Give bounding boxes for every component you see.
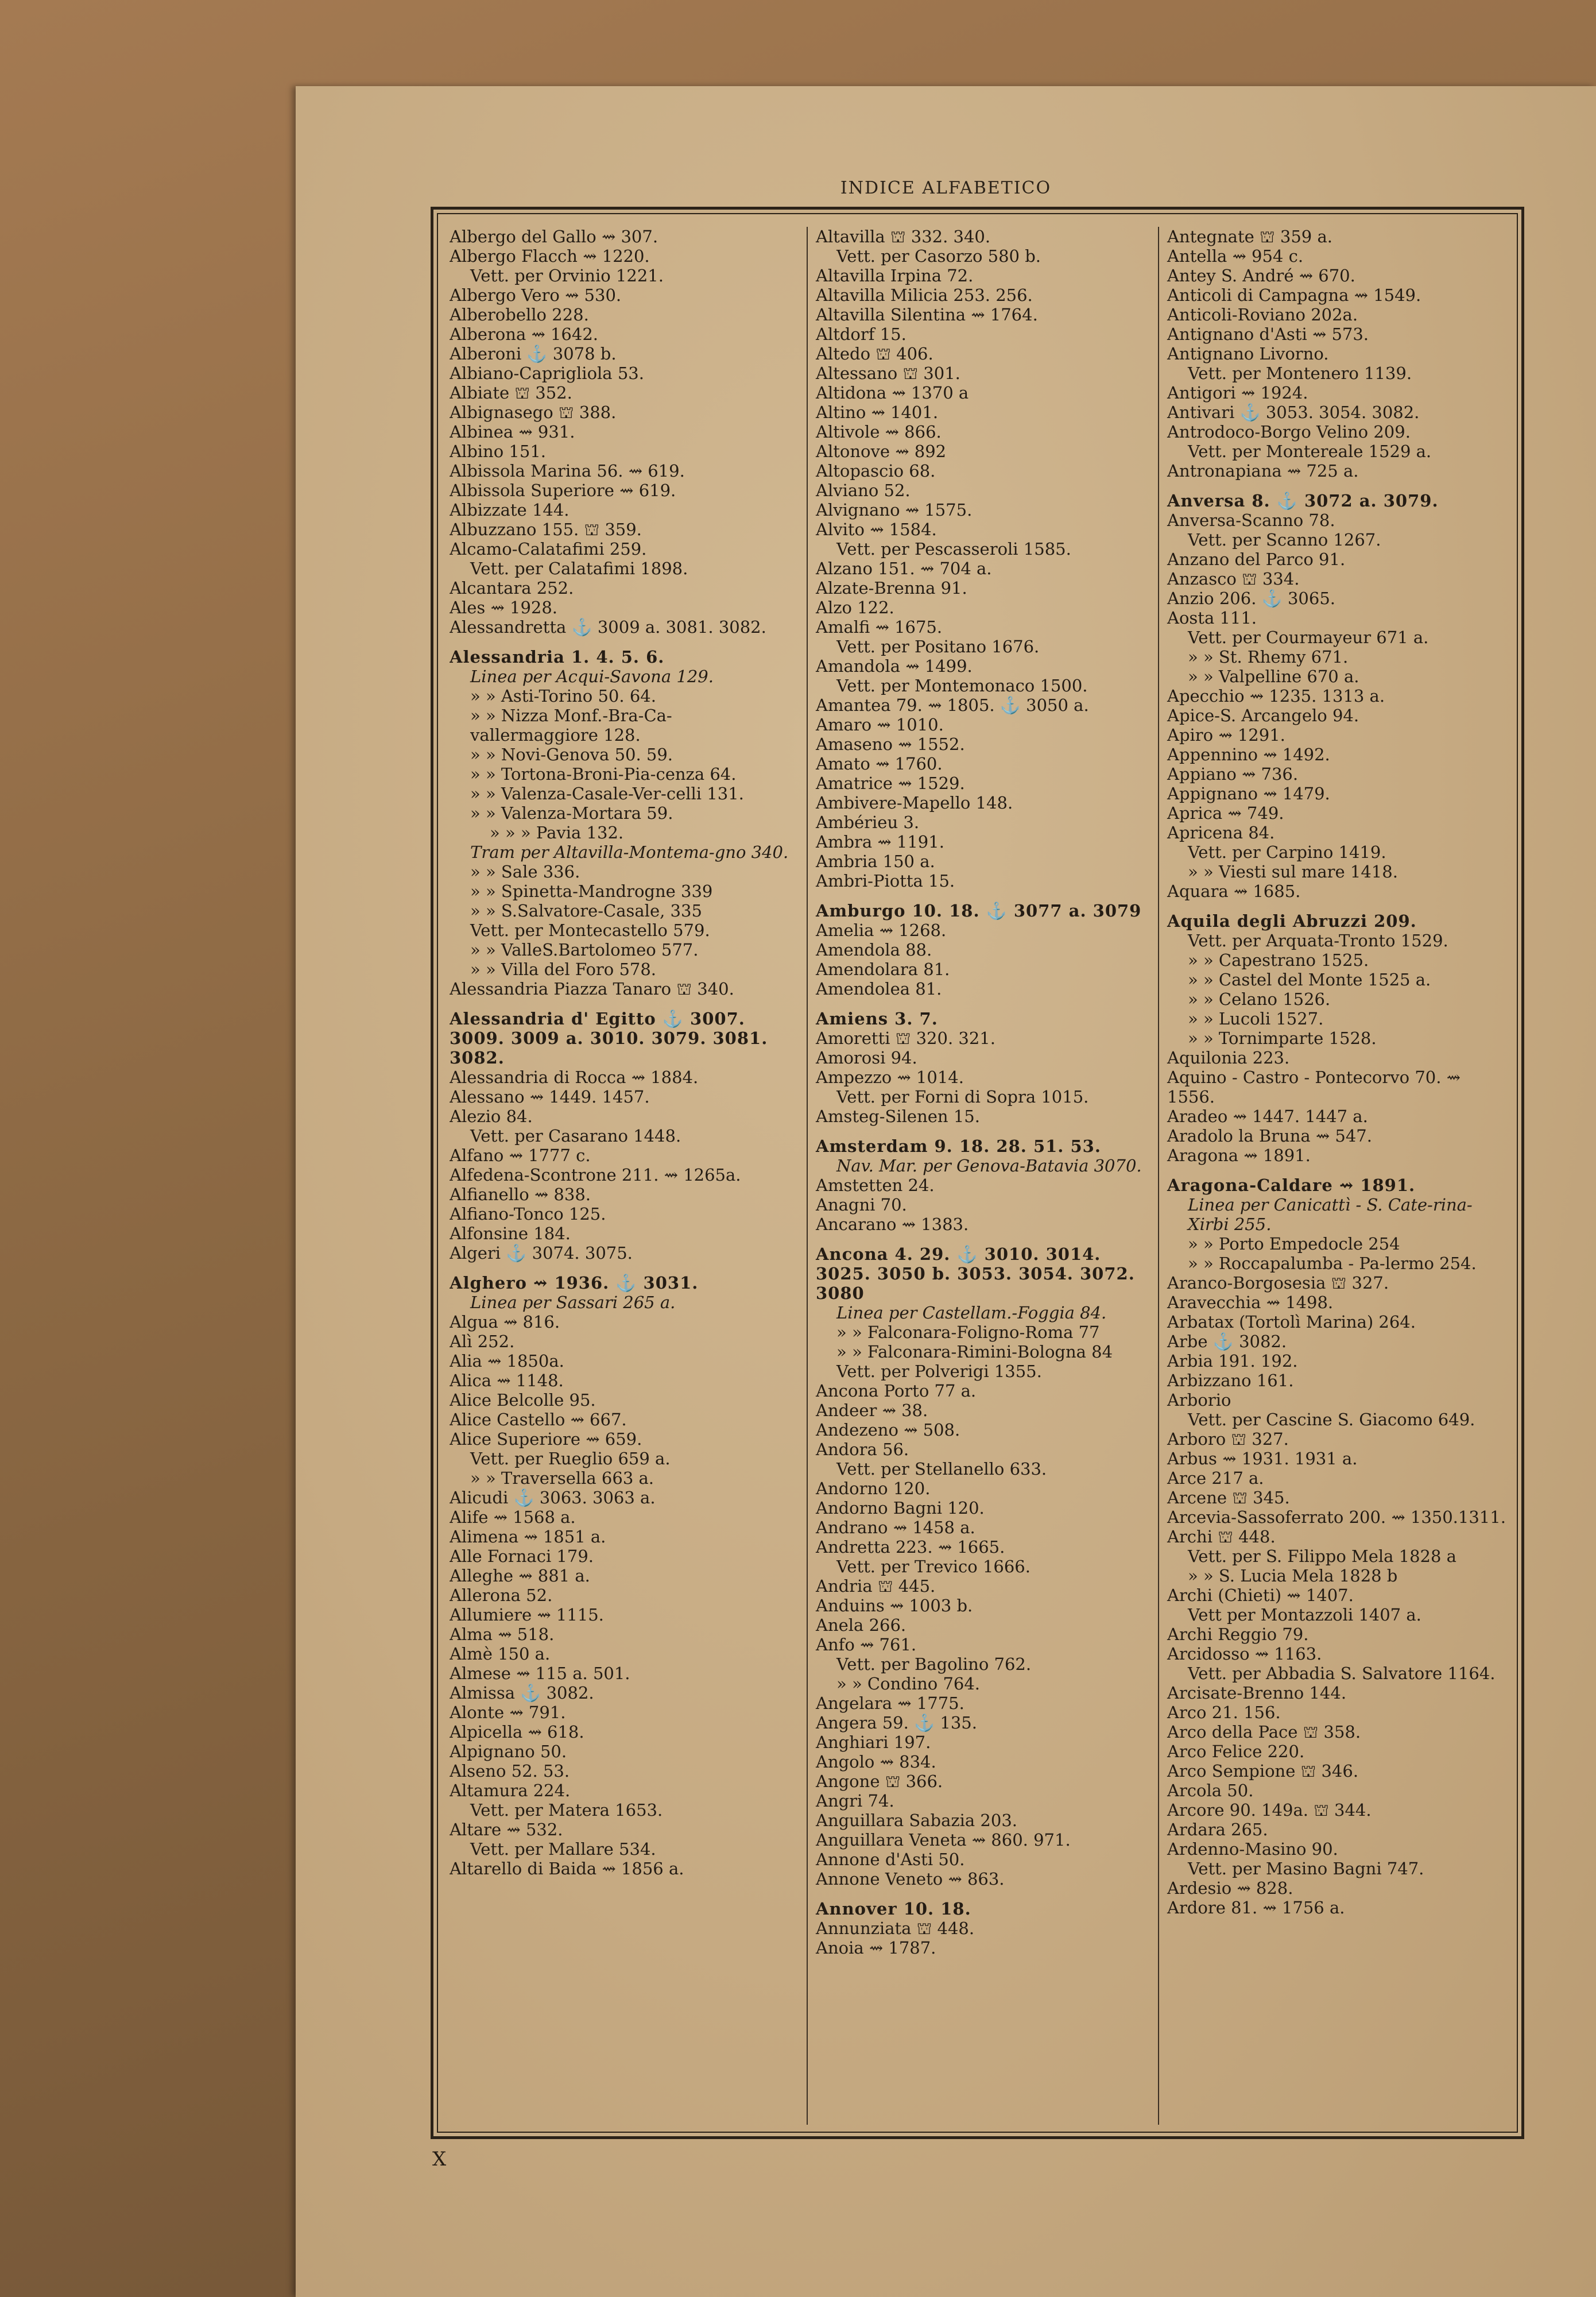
index-entry: Angera 59. ⚓ 135.	[816, 1713, 977, 1733]
index-entry: Alpicella ⇝ 618.	[450, 1722, 584, 1742]
index-entry	[450, 1263, 794, 1273]
index-entry: Arco 21. 156.	[1167, 1703, 1281, 1722]
index-entry: Aprica ⇝ 749.	[1167, 803, 1284, 823]
index-entry: Alonte ⇝ 791.	[450, 1703, 566, 1722]
index-entry: Anzasco ⛫ 334.	[1167, 569, 1300, 589]
index-entry: Ambri-Piotta 15.	[816, 871, 955, 891]
index-entry: Ambria 150 a.	[816, 852, 935, 871]
index-entry: Alberobello 228.	[450, 305, 589, 324]
index-entry: Alzano 151. ⇝ 704 a.	[816, 559, 992, 578]
index-entry: Vett. per Carpino 1419.	[1188, 842, 1386, 862]
index-entry: Aquino - Castro - Pontecorvo 70. ⇝ 1556.	[1167, 1068, 1461, 1107]
index-entry: Alessandria Piazza Tanaro ⛫ 340.	[450, 979, 734, 999]
index-entry: Alle Fornaci 179.	[450, 1546, 594, 1566]
index-entry: Andeer ⇝ 38.	[816, 1401, 928, 1420]
index-entry: Anduins ⇝ 1003 b.	[816, 1596, 973, 1615]
index-entry: Ardore 81. ⇝ 1756 a.	[1167, 1898, 1345, 1917]
index-entry: » » » Pavia 132.	[490, 823, 624, 842]
index-entry: Amandola ⇝ 1499.	[816, 656, 973, 676]
index-entry: » » Asti-Torino 50. 64.	[470, 686, 656, 706]
index-entry: Alberona ⇝ 1642.	[450, 324, 598, 344]
index-entry: » » Roccapalumba - Pa-lermo 254.	[1188, 1254, 1477, 1273]
index-entry: Annunziata ⛫ 448.	[816, 1919, 975, 1938]
index-entry: » » St. Rhemy 671.	[1188, 647, 1349, 667]
index-entry: Amaro ⇝ 1010.	[816, 715, 944, 734]
index-entry: Appennino ⇝ 1492.	[1167, 745, 1330, 764]
index-entry: Anguillara Sabazia 203.	[816, 1811, 1017, 1830]
index-entry	[816, 891, 1152, 901]
index-entry: Vett. per Casorzo 580 b.	[836, 246, 1041, 266]
index-entry: Arborio	[1167, 1390, 1231, 1410]
index-entry: Alice Superiore ⇝ 659.	[450, 1429, 642, 1449]
index-entry: Antronapiana ⇝ 725 a.	[1167, 461, 1359, 481]
index-entry: Alessandria di Rocca ⇝ 1884.	[450, 1068, 699, 1087]
index-entry: Amiens 3. 7.	[816, 1009, 938, 1028]
index-entry	[1167, 901, 1512, 911]
index-entry: Almissa ⚓ 3082.	[450, 1683, 594, 1703]
index-entry: Alviano 52.	[816, 481, 911, 500]
index-column-1	[450, 227, 794, 2125]
index-entry: Ancona Porto 77 a.	[816, 1381, 977, 1401]
index-entry: Albiano-Caprigliola 53.	[450, 364, 644, 383]
index-entry: Arboro ⛫ 327.	[1167, 1429, 1289, 1449]
index-entry: Arbe ⚓ 3082.	[1167, 1332, 1287, 1351]
index-entry: Appiano ⇝ 736.	[1167, 764, 1299, 784]
index-entry: » » Traversella 663 a.	[470, 1468, 654, 1488]
index-entry: Altavilla Irpina 72.	[816, 266, 974, 285]
index-entry: Albignasego ⛫ 388.	[450, 403, 617, 422]
index-entry: Antegnate ⛫ 359 a.	[1167, 227, 1332, 246]
index-entry: Vett. per Arquata-Tronto 1529.	[1188, 931, 1448, 950]
index-entry: Alife ⇝ 1568 a.	[450, 1507, 576, 1527]
index-entry: Apiro ⇝ 1291.	[1167, 725, 1285, 745]
index-entry: Ampezzo ⇝ 1014.	[816, 1068, 964, 1087]
index-entry: Vett. per Stellanello 633.	[836, 1459, 1047, 1479]
index-entry: Alice Belcolle 95.	[450, 1390, 596, 1410]
index-entry: Amorosi 94.	[816, 1048, 917, 1068]
index-entry: Andezeno ⇝ 508.	[816, 1420, 960, 1440]
index-entry: » » Valenza-Mortara 59.	[470, 803, 673, 823]
index-entry: Algeri ⚓ 3074. 3075.	[450, 1243, 633, 1263]
index-entry: Ardenno-Masino 90.	[1167, 1839, 1338, 1859]
index-entry: Vett. per Pescasseroli 1585.	[836, 539, 1071, 559]
index-entry: Arcore 90. 149a. ⛫ 344.	[1167, 1800, 1372, 1820]
index-entry: Ardara 265.	[1167, 1820, 1268, 1839]
index-entry: » » Capestrano 1525.	[1188, 950, 1369, 970]
index-entry: Annone d'Asti 50.	[816, 1850, 965, 1869]
index-entry: » » S.Salvatore-Casale, 335	[470, 901, 702, 921]
index-entry: Alessandria 1. 4. 5. 6.	[450, 647, 665, 667]
index-entry: Arbus ⇝ 1931. 1931 a.	[1167, 1449, 1358, 1468]
index-entry	[816, 999, 1152, 1009]
index-entry: » » Tortona-Broni-Pia-cenza 64.	[470, 764, 737, 784]
index-entry: » » Porto Empedocle 254	[1188, 1234, 1400, 1254]
index-entry: » » Celano 1526.	[1188, 989, 1331, 1009]
index-entry: Alvito ⇝ 1584.	[816, 520, 937, 539]
index-entry: Aragona ⇝ 1891.	[1167, 1146, 1311, 1165]
index-entry: Allerona 52.	[450, 1586, 553, 1605]
index-entry: Ambra ⇝ 1191.	[816, 832, 944, 852]
index-entry: Aravecchia ⇝ 1498.	[1167, 1293, 1334, 1312]
index-entry: Amstetten 24.	[816, 1175, 935, 1195]
index-entry: Altidona ⇝ 1370 a	[816, 383, 969, 403]
index-entry: Vett. per Matera 1653.	[470, 1800, 663, 1820]
index-entry: Anagni 70.	[816, 1195, 907, 1215]
index-entry: Altdorf 15.	[816, 324, 907, 344]
index-entry: Andria ⛫ 445.	[816, 1576, 936, 1596]
index-entry: Ambérieu 3.	[816, 813, 920, 832]
index-entry: Arco Felice 220.	[1167, 1742, 1305, 1761]
index-entry: Vett. per Montemonaco 1500.	[836, 676, 1088, 695]
index-entry: » » Tornimparte 1528.	[1188, 1028, 1377, 1048]
index-entry: » » Valenza-Casale-Ver-celli 131.	[470, 784, 744, 803]
index-entry: Albiate ⛫ 352.	[450, 383, 572, 403]
index-entry: Alberoni ⚓ 3078 b.	[450, 344, 617, 364]
index-entry: Vett. per Trevico 1666.	[836, 1557, 1031, 1576]
index-entry: Anzio 206. ⚓ 3065.	[1167, 589, 1335, 608]
index-entry: Linea per Sassari 265 a.	[470, 1293, 676, 1312]
index-entry: Anversa 8. ⚓ 3072 a. 3079.	[1167, 491, 1439, 511]
index-entry: Annover 10. 18.	[816, 1899, 971, 1919]
index-entry: Alessano ⇝ 1449. 1457.	[450, 1087, 650, 1107]
index-entry: Vett. per Polverigi 1355.	[836, 1362, 1042, 1381]
index-entry: Vett. per Montereale 1529 a.	[1188, 442, 1432, 461]
index-entry: Aquila degli Abruzzi 209.	[1167, 911, 1417, 931]
index-entry: Amendola 88.	[816, 940, 932, 960]
running-head: INDICE ALFABETICO	[840, 178, 1052, 198]
index-entry: Amelia ⇝ 1268.	[816, 921, 947, 940]
index-entry: Altavilla Milicia 253. 256.	[816, 285, 1033, 305]
index-entry: Antrodoco-Borgo Velino 209.	[1167, 422, 1411, 442]
index-entry: Ancona 4. 29. ⚓ 3010. 3014. 3025. 3050 b. 3053. 3054. 3072. 3080	[816, 1244, 1135, 1303]
index-entry: » » Viesti sul mare 1418.	[1188, 862, 1398, 881]
index-entry: Algua ⇝ 816.	[450, 1312, 560, 1332]
index-entry: Andorno Bagni 120.	[816, 1498, 985, 1518]
index-entry: Alfianello ⇝ 838.	[450, 1185, 591, 1204]
index-entry: » » Villa del Foro 578.	[470, 960, 657, 979]
index-entry: Vett. per Forni di Sopra 1015.	[836, 1087, 1089, 1107]
index-entry: Vett. per S. Filippo Mela 1828 a	[1188, 1546, 1456, 1566]
index-entry: Almè 150 a.	[450, 1644, 551, 1664]
index-entry: » » Valpelline 670 a.	[1188, 667, 1359, 686]
index-entry: Altonove ⇝ 892	[816, 442, 947, 461]
index-entry: Altopascio 68.	[816, 461, 936, 481]
index-entry: Albissola Superiore ⇝ 619.	[450, 481, 676, 500]
index-entry: Antivari ⚓ 3053. 3054. 3082.	[1167, 403, 1420, 422]
index-entry: Vett. per Scanno 1267.	[1188, 530, 1381, 550]
index-entry: Alimena ⇝ 1851 a.	[450, 1527, 606, 1546]
index-entry: » » ValleS.Bartolomeo 577.	[470, 940, 699, 960]
index-entry: Anticoli di Campagna ⇝ 1549.	[1167, 285, 1421, 305]
index-entry: Alzate-Brenna 91.	[816, 578, 967, 598]
index-entry: Alfiano-Tonco 125.	[450, 1204, 606, 1224]
index-entry: Alseno 52. 53.	[450, 1761, 570, 1781]
index-entry: Arco Sempione ⛫ 346.	[1167, 1761, 1359, 1781]
index-entry: Arcisate-Brenno 144.	[1167, 1683, 1347, 1703]
index-entry: Vett. per Bagolino 762.	[836, 1654, 1032, 1674]
index-entry: Ales ⇝ 1928.	[450, 598, 558, 617]
index-entry	[450, 637, 794, 647]
index-entry: Arco della Pace ⛫ 358.	[1167, 1722, 1361, 1742]
index-entry: Alfonsine 184.	[450, 1224, 571, 1243]
index-entry: Altessano ⛫ 301.	[816, 364, 960, 383]
index-entry: Albizzate 144.	[450, 500, 570, 520]
index-entry: Alvignano ⇝ 1575.	[816, 500, 973, 520]
index-column-2	[807, 227, 1152, 2125]
index-entry: Angelara ⇝ 1775.	[816, 1693, 964, 1713]
index-entry: Altivole ⇝ 866.	[816, 422, 942, 442]
index-entry: Anticoli-Roviano 202a.	[1167, 305, 1358, 324]
index-entry	[1167, 481, 1512, 491]
index-entry: Apricena 84.	[1167, 823, 1275, 842]
index-entry: Almese ⇝ 115 a. 501.	[450, 1664, 630, 1683]
index-entry: Vett. per Cascine S. Giacomo 649.	[1188, 1410, 1475, 1429]
index-entry: Arcola 50.	[1167, 1781, 1254, 1800]
index-column-3	[1158, 227, 1512, 2125]
index-entry: Arbia 191. 192.	[1167, 1351, 1298, 1371]
index-entry: Albuzzano 155. ⛫ 359.	[450, 520, 642, 539]
index-entry: Aquara ⇝ 1685.	[1167, 881, 1301, 901]
index-entry: Antignano d'Asti ⇝ 573.	[1167, 324, 1369, 344]
index-entry: Albergo del Gallo ⇝ 307.	[450, 227, 658, 246]
index-entry: Altedo ⛫ 406.	[816, 344, 933, 364]
index-entry: Aranco-Borgosesia ⛫ 327.	[1167, 1273, 1389, 1293]
index-entry: Appignano ⇝ 1479.	[1167, 784, 1330, 803]
index-entry: Albergo Flacch ⇝ 1220.	[450, 246, 650, 266]
index-entry: » » Falconara-Rimini-Bologna 84	[836, 1342, 1113, 1362]
index-entry: Archi Reggio 79.	[1167, 1625, 1309, 1644]
page-folio: X	[432, 2148, 447, 2171]
index-entry: Antigori ⇝ 1924.	[1167, 383, 1308, 403]
index-entry: Vett. per Masino Bagni 747.	[1188, 1859, 1424, 1878]
index-entry: Angri 74.	[816, 1791, 894, 1811]
index-entry: Albergo Vero ⇝ 530.	[450, 285, 622, 305]
index-entry	[450, 999, 794, 1009]
index-entry: Altino ⇝ 1401.	[816, 403, 939, 422]
index-entry: Arce 217 a.	[1167, 1468, 1264, 1488]
index-entry: Andretta 223. ⇝ 1665.	[816, 1537, 1005, 1557]
index-entry: » » S. Lucia Mela 1828 b	[1188, 1566, 1398, 1586]
index-entry: Alessandretta ⚓ 3009 a. 3081. 3082.	[450, 617, 766, 637]
index-entry: Arcidosso ⇝ 1163.	[1167, 1644, 1322, 1664]
index-entry: Ambivere-Mapello 148.	[816, 793, 1013, 813]
index-entry: Vett. per Montenero 1139.	[1188, 364, 1412, 383]
index-entry: Vett. per Montecastello 579.	[470, 921, 710, 940]
index-entry: Annone Veneto ⇝ 863.	[816, 1869, 1005, 1889]
index-entry: Altare ⇝ 532.	[450, 1820, 563, 1839]
index-entry	[816, 1126, 1152, 1136]
index-entry: Amendolea 81.	[816, 979, 942, 999]
index-entry	[1167, 1165, 1512, 1175]
index-entry: Vett. per Rueglio 659 a.	[470, 1449, 671, 1468]
index-entry: Andora 56.	[816, 1440, 909, 1459]
index-entry: Tram per Altavilla-Montema-gno 340.	[470, 842, 789, 862]
index-entry: Anela 266.	[816, 1615, 907, 1635]
index-entry: Alia ⇝ 1850a.	[450, 1351, 564, 1371]
index-entry: Antey S. André ⇝ 670.	[1167, 266, 1355, 285]
index-entry: Albinea ⇝ 931.	[450, 422, 575, 442]
index-entry: Arcene ⛫ 345.	[1167, 1488, 1290, 1507]
index-entry	[816, 1234, 1152, 1244]
index-entry: Antella ⇝ 954 c.	[1167, 246, 1304, 266]
index-entry: » » Novi-Genova 50. 59.	[470, 745, 673, 764]
index-entry: » » Condino 764.	[836, 1674, 981, 1693]
index-entry: » » Nizza Monf.-Bra-Ca-vallermaggiore 128.	[470, 706, 672, 745]
index-entry: Amatrice ⇝ 1529.	[816, 774, 965, 793]
index-entry: Alessandria d' Egitto ⚓ 3007. 3009. 3009 a. 3010. 3079. 3081. 3082.	[450, 1009, 768, 1068]
index-entry: Archi ⛫ 448.	[1167, 1527, 1276, 1546]
index-entry: Alma ⇝ 518.	[450, 1625, 555, 1644]
index-entry: Anghiari 197.	[816, 1733, 931, 1752]
index-entry: Amburgo 10. 18. ⚓ 3077 a. 3079	[816, 901, 1142, 921]
index-frame	[431, 207, 1524, 2139]
index-entry: Vett. per Casarano 1448.	[470, 1126, 681, 1146]
index-entry: Arbatax (Tortolì Marina) 264.	[1167, 1312, 1416, 1332]
index-entry: Vett. per Abbadia S. Salvatore 1164.	[1188, 1664, 1496, 1683]
index-entry: Alleghe ⇝ 881 a.	[450, 1566, 590, 1586]
index-entry: Vett. per Positano 1676.	[836, 637, 1040, 656]
index-entry: Aragona-Caldare ⇝ 1891.	[1167, 1175, 1416, 1195]
index-entry: Amsterdam 9. 18. 28. 51. 53.	[816, 1136, 1101, 1156]
index-entry: Ardesio ⇝ 828.	[1167, 1878, 1293, 1898]
index-entry: Alì 252.	[450, 1332, 515, 1351]
index-entry: Arcevia-Sassoferrato 200. ⇝ 1350.1311.	[1167, 1507, 1506, 1527]
index-entry: Vett. per Calatafimi 1898.	[470, 559, 688, 578]
index-entry: » » Falconara-Foligno-Roma 77	[836, 1322, 1100, 1342]
index-entry: Linea per Castellam.-Foggia 84.	[836, 1303, 1107, 1322]
index-entry: » » Lucoli 1527.	[1188, 1009, 1324, 1028]
index-entry: Albissola Marina 56. ⇝ 619.	[450, 461, 685, 481]
index-entry: Alfano ⇝ 1777 c.	[450, 1146, 591, 1165]
index-entry: Amendolara 81.	[816, 960, 950, 979]
index-entry: » » Spinetta-Mandrogne 339	[470, 881, 713, 901]
index-entry: Altavilla Silentina ⇝ 1764.	[816, 305, 1038, 324]
index-entry: Amato ⇝ 1760.	[816, 754, 943, 774]
index-entry: Alcantara 252.	[450, 578, 574, 598]
index-entry: Andorno 120.	[816, 1479, 931, 1498]
index-entry: Alice Castello ⇝ 667.	[450, 1410, 627, 1429]
index-entry: Altarello di Baida ⇝ 1856 a.	[450, 1859, 684, 1878]
index-entry: Altamura 224.	[450, 1781, 571, 1800]
index-entry: Amsteg-Silenen 15.	[816, 1107, 980, 1126]
page-sheet	[296, 86, 1596, 2297]
index-entry: Alezio 84.	[450, 1107, 533, 1126]
index-entry: Vett. per Mallare 534.	[470, 1839, 656, 1859]
index-entry: Alghero ⇝ 1936. ⚓ 3031.	[450, 1273, 699, 1293]
index-entry: Anversa-Scanno 78.	[1167, 511, 1335, 530]
index-entry: Alcamo-Calatafimi 259.	[450, 539, 647, 559]
index-entry: » » Sale 336.	[470, 862, 580, 881]
index-entry: Archi (Chieti) ⇝ 1407.	[1167, 1586, 1354, 1605]
index-entry: Anoia ⇝ 1787.	[816, 1938, 936, 1958]
index-entry: Antignano Livorno.	[1167, 344, 1329, 364]
index-entry: Aradolo la Bruna ⇝ 547.	[1167, 1126, 1372, 1146]
index-entry: » » Castel del Monte 1525 a.	[1188, 970, 1431, 989]
index-entry: Arbizzano 161.	[1167, 1371, 1294, 1390]
index-entry: Ancarano ⇝ 1383.	[816, 1215, 969, 1234]
index-entry: Anfo ⇝ 761.	[816, 1635, 917, 1654]
index-entry: Altavilla ⛫ 332. 340.	[816, 227, 991, 246]
index-entry: Linea per Canicattì - S. Cate-rina-Xirbi 255.	[1188, 1195, 1473, 1234]
index-entry: Anzano del Parco 91.	[1167, 550, 1346, 569]
index-entry: Linea per Acqui-Savona 129.	[470, 667, 714, 686]
index-entry: Alpignano 50.	[450, 1742, 567, 1761]
index-entry: Andrano ⇝ 1458 a.	[816, 1518, 975, 1537]
index-entry: Allumiere ⇝ 1115.	[450, 1605, 604, 1625]
index-entry: Apice-S. Arcangelo 94.	[1167, 706, 1359, 725]
index-entry: Aradeo ⇝ 1447. 1447 a.	[1167, 1107, 1368, 1126]
index-entry: Albino 151.	[450, 442, 546, 461]
index-entry: Angolo ⇝ 834.	[816, 1752, 936, 1772]
index-entry: Vett. per Courmayeur 671 a.	[1188, 628, 1429, 647]
index-entry: Amoretti ⛫ 320. 321.	[816, 1028, 995, 1048]
index-entry: Vett. per Orvinio 1221.	[470, 266, 664, 285]
index-entry: Alicudi ⚓ 3063. 3063 a.	[450, 1488, 656, 1507]
index-entry: Alfedena-Scontrone 211. ⇝ 1265a.	[450, 1165, 741, 1185]
index-entry: Alzo 122.	[816, 598, 894, 617]
index-entry: Angone ⛫ 366.	[816, 1772, 943, 1791]
index-entry: Amalfi ⇝ 1675.	[816, 617, 943, 637]
index-entry: Apecchio ⇝ 1235. 1313 a.	[1167, 686, 1385, 706]
index-entry: Aquilonia 223.	[1167, 1048, 1290, 1068]
index-entry: Amantea 79. ⇝ 1805. ⚓ 3050 a.	[816, 695, 1089, 715]
index-entry: Anguillara Veneta ⇝ 860. 971.	[816, 1830, 1071, 1850]
index-entry: Vett per Montazzoli 1407 a.	[1188, 1605, 1421, 1625]
index-entry	[816, 1889, 1152, 1899]
index-entry: Alica ⇝ 1148.	[450, 1371, 564, 1390]
index-entry: Aosta 111.	[1167, 608, 1257, 628]
index-entry: Nav. Mar. per Genova-Batavia 3070.	[836, 1156, 1142, 1175]
index-entry: Amaseno ⇝ 1552.	[816, 734, 965, 754]
